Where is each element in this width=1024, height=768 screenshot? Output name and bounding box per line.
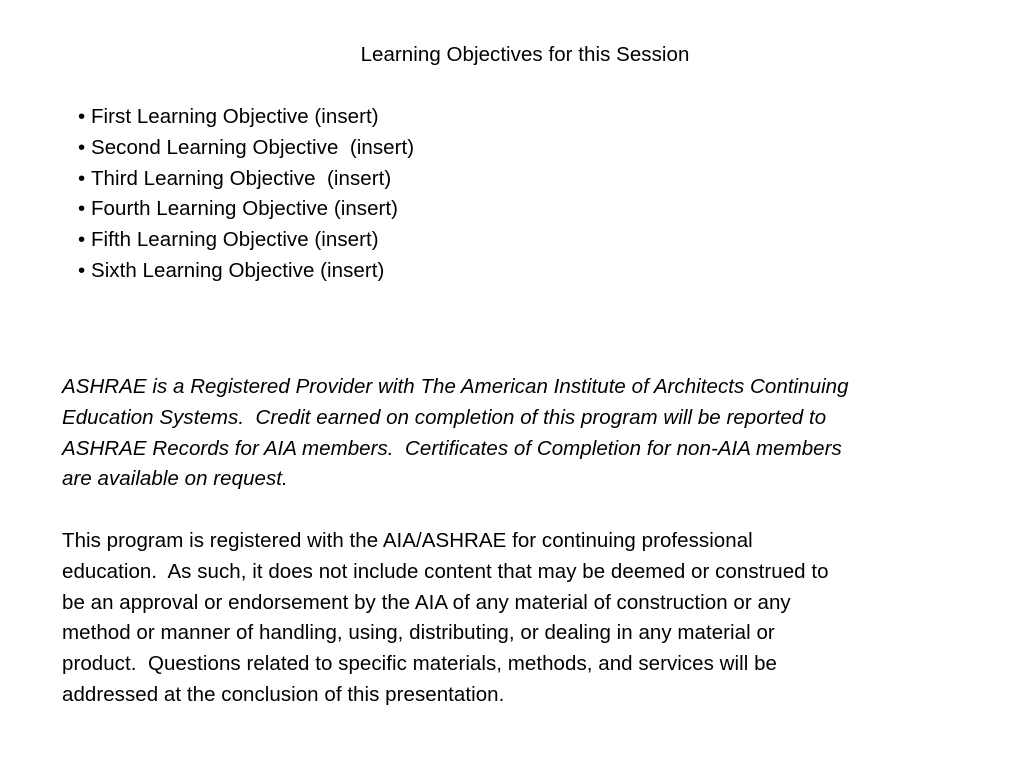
aia-provider-statement-line: Education Systems. Credit earned on completion of this program will be reported to [62,405,827,429]
slide-title: Learning Objectives for this Session [360,43,690,66]
objective-item-5: • Fifth Learning Objective (insert) [78,225,414,256]
aia-provider-statement [62,372,962,495]
registration-disclaimer-line: product. Questions related to specific materials, methods, and services will be [62,652,777,676]
aia-provider-statement-line: ASHRAE Records for AIA members. Certificates of Completion for non-AIA members [62,436,842,460]
registration-disclaimer-line: This program is registered with the AIA/ASHRAE for continuing professional [62,529,753,552]
registration-disclaimer-line: method or manner of handling, using, distributing, or dealing in any material or [62,621,775,645]
objective-item-2: • Second Learning Objective (insert) [78,133,414,164]
objective-item-1: • First Learning Objective (insert) [78,102,414,133]
registration-disclaimer-line: addressed at the conclusion of this presentation. [62,682,505,706]
objective-item-3: • Third Learning Objective (insert) [78,164,414,195]
registration-disclaimer-line: education. As such, it does not include content that may be deemed or construed to [62,559,829,583]
objective-item-4: • Fourth Learning Objective (insert) [78,194,414,225]
aia-provider-statement-line: are available on request. [62,467,288,491]
objective-item-6: • Sixth Learning Objective (insert) [78,256,414,287]
learning-objectives-list [78,102,414,287]
registration-disclaimer [62,526,962,711]
aia-provider-statement-line: ASHRAE is a Registered Provider with The American Institute of Architects Continuing [62,375,849,398]
registration-disclaimer-line: be an approval or endorsement by the AIA of any material of construction or any [62,590,791,614]
